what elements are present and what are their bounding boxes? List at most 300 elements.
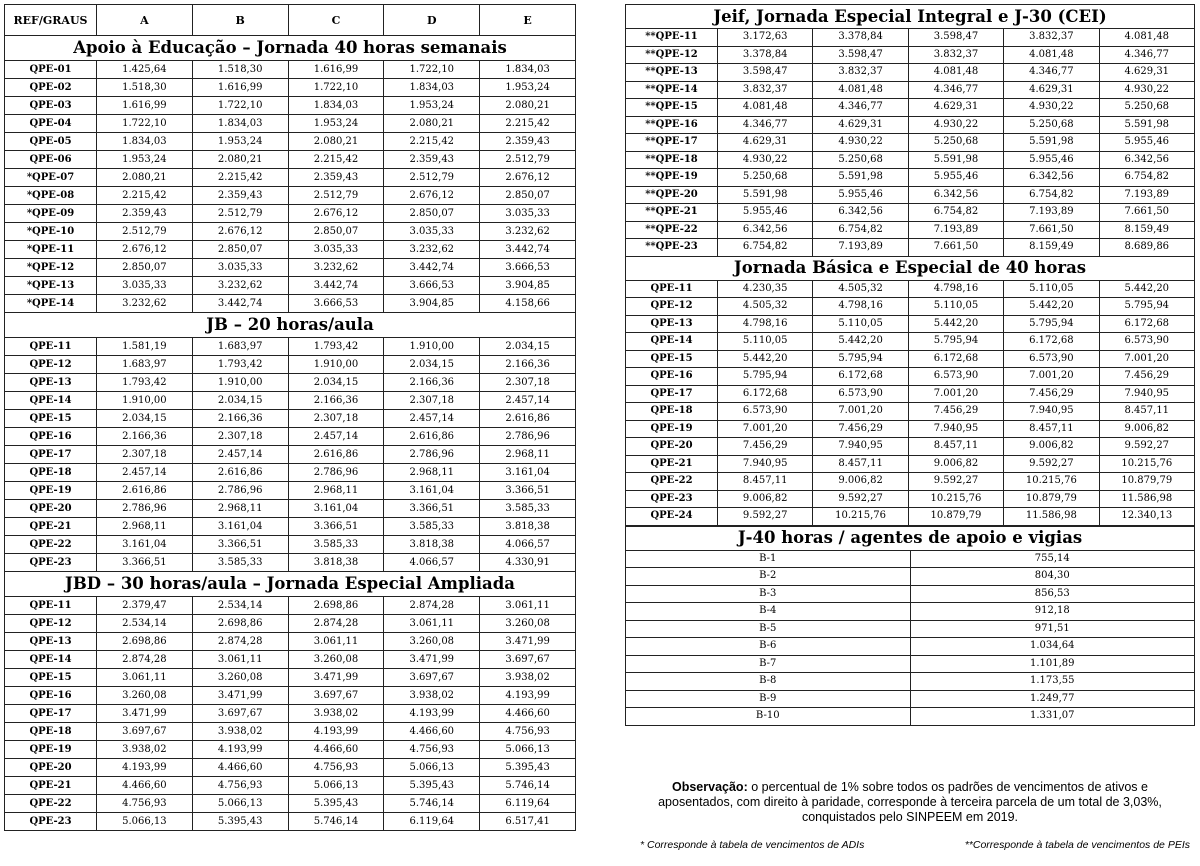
value-cell: 2.215,42: [384, 133, 480, 151]
ref-cell: QPE-18: [626, 403, 718, 421]
value-cell: 3.366,51: [288, 518, 384, 536]
ref-cell: *QPE-08: [5, 187, 97, 205]
value-cell: 3.938,02: [480, 669, 576, 687]
value-cell: 1.953,24: [192, 133, 288, 151]
value-cell: 3.035,33: [192, 259, 288, 277]
value-cell: 3.585,33: [384, 518, 480, 536]
value-cell: 4.756,93: [480, 723, 576, 741]
table-row: [5, 410, 576, 428]
value-cell: 4.193,99: [384, 705, 480, 723]
value-cell: 6.754,82: [908, 204, 1003, 222]
ref-cell: QPE-12: [5, 615, 97, 633]
value-cell: 3.904,85: [480, 277, 576, 295]
table-row: [5, 97, 576, 115]
value-cell: 1.616,99: [288, 61, 384, 79]
ref-cell: B-4: [626, 603, 911, 621]
value-cell: 2.850,07: [384, 205, 480, 223]
value-cell: 2.874,28: [192, 633, 288, 651]
value-cell: 5.442,20: [813, 333, 908, 351]
table-row: [626, 673, 1195, 691]
ref-cell: *QPE-10: [5, 223, 97, 241]
value-cell: 4.629,31: [908, 99, 1003, 117]
table-row: [5, 295, 576, 313]
observation-text: o percentual de 1% sobre todos os padrões de vencimentos de ativos e aposentados, com direito à paridade, corresponde à terceira parcela de um total de 3,03%, conquistados pelo SINPEEM em 2019.: [658, 780, 1162, 824]
value-cell: 6.119,64: [480, 795, 576, 813]
value-cell: 3.471,99: [288, 669, 384, 687]
ref-cell: QPE-17: [5, 446, 97, 464]
section-title-row: [626, 256, 1195, 280]
value-cell: 5.442,20: [718, 350, 813, 368]
value-cell: 7.001,20: [1099, 350, 1194, 368]
value-cell: 2.080,21: [97, 169, 193, 187]
ref-cell: QPE-06: [5, 151, 97, 169]
value-cell: 5.066,13: [480, 741, 576, 759]
header-col-b: B: [192, 5, 288, 36]
ref-cell: **QPE-20: [626, 186, 718, 204]
value-cell: 2.080,21: [192, 151, 288, 169]
ref-cell: *QPE-12: [5, 259, 97, 277]
value-cell: 2.307,18: [288, 410, 384, 428]
table-row: [5, 669, 576, 687]
table-row: [5, 795, 576, 813]
value-cell: 6.573,90: [1004, 350, 1099, 368]
value-cell: 1.518,30: [97, 79, 193, 97]
ref-cell: B-2: [626, 568, 911, 586]
value-cell: 3.697,67: [384, 669, 480, 687]
value-cell: 2.676,12: [192, 223, 288, 241]
value-cell: 2.968,11: [480, 446, 576, 464]
value-cell: 5.395,43: [192, 813, 288, 831]
value-cell: 3.260,08: [480, 615, 576, 633]
ref-cell: *QPE-14: [5, 295, 97, 313]
value-cell: 8.457,11: [813, 455, 908, 473]
value-cell: 3.061,11: [384, 615, 480, 633]
table-row: [5, 536, 576, 554]
value-cell: 1.683,97: [192, 338, 288, 356]
section-title-row: [5, 313, 576, 338]
ref-cell: B-3: [626, 585, 911, 603]
value-cell: 5.066,13: [384, 759, 480, 777]
table-row: [626, 315, 1195, 333]
value-cell: 3.818,38: [384, 536, 480, 554]
value-cell: 3.938,02: [97, 741, 193, 759]
table-row: [626, 385, 1195, 403]
section-title: Jornada Básica e Especial de 40 horas: [626, 256, 1195, 280]
value-cell: 4.798,16: [908, 280, 1003, 298]
value-cell: 804,30: [910, 568, 1195, 586]
value-cell: 2.616,86: [192, 464, 288, 482]
table-header-row: [5, 5, 576, 36]
section-title: JB – 20 horas/aula: [5, 313, 576, 338]
value-cell: 9.006,82: [813, 473, 908, 491]
footnote-peis: **Corresponde à tabela de vencimentos de PEIs: [964, 839, 1190, 851]
ref-cell: B-7: [626, 655, 911, 673]
section-title-row: [5, 572, 576, 597]
value-cell: 3.366,51: [97, 554, 193, 572]
table-row: [5, 464, 576, 482]
value-cell: 6.172,68: [908, 350, 1003, 368]
ref-cell: **QPE-18: [626, 151, 718, 169]
value-cell: 1.910,00: [192, 374, 288, 392]
value-cell: 4.466,60: [480, 705, 576, 723]
value-cell: 5.746,14: [384, 795, 480, 813]
value-cell: 4.346,77: [908, 81, 1003, 99]
value-cell: 6.342,56: [718, 221, 813, 239]
value-cell: 2.080,21: [480, 97, 576, 115]
ref-cell: **QPE-12: [626, 46, 718, 64]
value-cell: 5.442,20: [1004, 298, 1099, 316]
value-cell: 1.616,99: [97, 97, 193, 115]
value-cell: 2.874,28: [288, 615, 384, 633]
value-cell: 5.250,68: [718, 169, 813, 187]
value-cell: 5.066,13: [192, 795, 288, 813]
value-cell: 3.471,99: [192, 687, 288, 705]
value-cell: 2.786,96: [97, 500, 193, 518]
table-row: [5, 518, 576, 536]
right-salary-table-panel: [625, 4, 1195, 726]
ref-cell: *QPE-13: [5, 277, 97, 295]
value-cell: 4.930,22: [1099, 81, 1194, 99]
value-cell: 8.689,86: [1099, 239, 1194, 257]
value-cell: 1.793,42: [97, 374, 193, 392]
value-cell: 6.573,90: [718, 403, 813, 421]
value-cell: 2.034,15: [480, 338, 576, 356]
value-cell: 2.512,79: [288, 187, 384, 205]
ref-cell: **QPE-14: [626, 81, 718, 99]
value-cell: 4.081,48: [718, 99, 813, 117]
value-cell: 3.666,53: [480, 259, 576, 277]
value-cell: 5.795,94: [1099, 298, 1194, 316]
value-cell: 3.061,11: [288, 633, 384, 651]
value-cell: 2.786,96: [480, 428, 576, 446]
value-cell: 1.101,89: [910, 655, 1195, 673]
table-row: [5, 777, 576, 795]
table-row: [5, 151, 576, 169]
ref-cell: QPE-11: [5, 597, 97, 615]
value-cell: 2.676,12: [480, 169, 576, 187]
value-cell: 4.629,31: [1004, 81, 1099, 99]
table-row: [5, 241, 576, 259]
value-cell: 3.666,53: [288, 295, 384, 313]
value-cell: 10.215,76: [908, 490, 1003, 508]
value-cell: 4.756,93: [97, 795, 193, 813]
ref-cell: QPE-23: [626, 490, 718, 508]
value-cell: 7.001,20: [908, 385, 1003, 403]
table-row: [626, 403, 1195, 421]
value-cell: 2.034,15: [97, 410, 193, 428]
value-cell: 2.534,14: [192, 597, 288, 615]
value-cell: 7.001,20: [1004, 368, 1099, 386]
value-cell: 6.573,90: [813, 385, 908, 403]
value-cell: 10.215,76: [813, 508, 908, 526]
table-row: [626, 169, 1195, 187]
table-row: [5, 705, 576, 723]
value-cell: 8.457,11: [718, 473, 813, 491]
ref-cell: QPE-19: [5, 741, 97, 759]
table-row: [626, 239, 1195, 257]
value-cell: 4.081,48: [908, 64, 1003, 82]
ref-cell: **QPE-17: [626, 134, 718, 152]
table-row: [5, 133, 576, 151]
ref-cell: *QPE-07: [5, 169, 97, 187]
ref-cell: QPE-20: [5, 759, 97, 777]
ref-cell: QPE-11: [626, 280, 718, 298]
value-cell: 2.616,86: [384, 428, 480, 446]
value-cell: 4.505,32: [718, 298, 813, 316]
value-cell: 4.798,16: [718, 315, 813, 333]
table-row: [626, 708, 1195, 726]
value-cell: 4.193,99: [97, 759, 193, 777]
ref-cell: B-8: [626, 673, 911, 691]
value-cell: 6.517,41: [480, 813, 576, 831]
table-row: [5, 723, 576, 741]
value-cell: 6.342,56: [1004, 169, 1099, 187]
value-cell: 4.346,77: [718, 116, 813, 134]
value-cell: 5.066,13: [97, 813, 193, 831]
value-cell: 5.250,68: [813, 151, 908, 169]
table-row: [626, 29, 1195, 47]
value-cell: 3.061,11: [480, 597, 576, 615]
value-cell: 2.968,11: [97, 518, 193, 536]
value-cell: 5.795,94: [1004, 315, 1099, 333]
value-cell: 9.592,27: [813, 490, 908, 508]
value-cell: 10.215,76: [1099, 455, 1194, 473]
value-cell: 4.346,77: [813, 99, 908, 117]
table-row: [5, 500, 576, 518]
value-cell: 2.874,28: [384, 597, 480, 615]
table-row: [5, 446, 576, 464]
value-cell: 5.591,98: [1099, 116, 1194, 134]
value-cell: 3.585,33: [288, 536, 384, 554]
value-cell: 3.832,37: [718, 81, 813, 99]
value-cell: 3.035,33: [288, 241, 384, 259]
value-cell: 2.457,14: [480, 392, 576, 410]
ref-cell: **QPE-15: [626, 99, 718, 117]
value-cell: 7.193,89: [813, 239, 908, 257]
header-col-c: C: [288, 5, 384, 36]
value-cell: 4.193,99: [480, 687, 576, 705]
value-cell: 2.616,86: [97, 482, 193, 500]
value-cell: 856,53: [910, 585, 1195, 603]
table-row: [626, 298, 1195, 316]
right-salary-table: [625, 4, 1195, 526]
ref-cell: QPE-21: [5, 518, 97, 536]
value-cell: 1.834,03: [192, 115, 288, 133]
value-cell: 5.591,98: [718, 186, 813, 204]
ref-cell: QPE-21: [626, 455, 718, 473]
table-row: [5, 597, 576, 615]
value-cell: 2.850,07: [192, 241, 288, 259]
ref-cell: QPE-18: [5, 464, 97, 482]
value-cell: 1.722,10: [384, 61, 480, 79]
value-cell: 3.818,38: [288, 554, 384, 572]
value-cell: 5.955,46: [1004, 151, 1099, 169]
table-row: [626, 655, 1195, 673]
value-cell: 10.879,79: [1099, 473, 1194, 491]
ref-cell: QPE-12: [626, 298, 718, 316]
observation-label: Observação:: [672, 780, 748, 794]
value-cell: 3.260,08: [384, 633, 480, 651]
value-cell: 7.001,20: [813, 403, 908, 421]
value-cell: 2.034,15: [192, 392, 288, 410]
table-row: [5, 79, 576, 97]
value-cell: 6.172,68: [813, 368, 908, 386]
value-cell: 3.161,04: [288, 500, 384, 518]
value-cell: 6.754,82: [718, 239, 813, 257]
ref-cell: QPE-22: [5, 795, 97, 813]
table-row: [626, 99, 1195, 117]
ref-cell: QPE-24: [626, 508, 718, 526]
value-cell: 7.940,95: [718, 455, 813, 473]
value-cell: 6.172,68: [718, 385, 813, 403]
value-cell: 2.850,07: [97, 259, 193, 277]
value-cell: 2.850,07: [288, 223, 384, 241]
ref-cell: QPE-14: [5, 651, 97, 669]
value-cell: 5.955,46: [1099, 134, 1194, 152]
value-cell: 1.722,10: [288, 79, 384, 97]
value-cell: 1.953,24: [288, 115, 384, 133]
value-cell: 2.307,18: [97, 446, 193, 464]
value-cell: 3.161,04: [97, 536, 193, 554]
value-cell: 2.359,43: [480, 133, 576, 151]
value-cell: 3.378,84: [718, 46, 813, 64]
value-cell: 3.161,04: [192, 518, 288, 536]
value-cell: 2.512,79: [384, 169, 480, 187]
value-cell: 5.795,94: [718, 368, 813, 386]
value-cell: 3.232,62: [288, 259, 384, 277]
value-cell: 9.006,82: [1004, 438, 1099, 456]
value-cell: 4.756,93: [288, 759, 384, 777]
value-cell: 3.598,47: [813, 46, 908, 64]
value-cell: 3.035,33: [480, 205, 576, 223]
value-cell: 7.661,50: [1004, 221, 1099, 239]
value-cell: 3.061,11: [192, 651, 288, 669]
value-cell: 4.930,22: [718, 151, 813, 169]
value-cell: 2.676,12: [288, 205, 384, 223]
ref-cell: QPE-21: [5, 777, 97, 795]
value-cell: 5.591,98: [813, 169, 908, 187]
value-cell: 5.395,43: [480, 759, 576, 777]
value-cell: 4.629,31: [718, 134, 813, 152]
table-row: [626, 280, 1195, 298]
value-cell: 2.616,86: [480, 410, 576, 428]
value-cell: 5.442,20: [1099, 280, 1194, 298]
ref-cell: **QPE-19: [626, 169, 718, 187]
value-cell: 2.080,21: [288, 133, 384, 151]
value-cell: 7.456,29: [1099, 368, 1194, 386]
value-cell: 1.834,03: [384, 79, 480, 97]
table-row: [626, 455, 1195, 473]
value-cell: 7.661,50: [908, 239, 1003, 257]
value-cell: 6.573,90: [1099, 333, 1194, 351]
value-cell: 3.697,67: [97, 723, 193, 741]
value-cell: 12.340,13: [1099, 508, 1194, 526]
table-row: [5, 813, 576, 831]
table-row: [5, 356, 576, 374]
value-cell: 3.585,33: [480, 500, 576, 518]
table-row: [626, 473, 1195, 491]
ref-cell: B-9: [626, 690, 911, 708]
value-cell: 2.215,42: [97, 187, 193, 205]
ref-cell: QPE-17: [5, 705, 97, 723]
value-cell: 5.110,05: [813, 315, 908, 333]
value-cell: 1.722,10: [192, 97, 288, 115]
ref-cell: QPE-18: [5, 723, 97, 741]
table-row: [626, 204, 1195, 222]
value-cell: 7.940,95: [908, 420, 1003, 438]
value-cell: 2.359,43: [384, 151, 480, 169]
value-cell: 7.456,29: [1004, 385, 1099, 403]
value-cell: 3.366,51: [384, 500, 480, 518]
ref-cell: QPE-15: [626, 350, 718, 368]
table-row: [626, 221, 1195, 239]
table-row: [626, 81, 1195, 99]
value-cell: 2.166,36: [288, 392, 384, 410]
value-cell: 2.359,43: [288, 169, 384, 187]
ref-cell: QPE-13: [5, 633, 97, 651]
value-cell: 2.968,11: [384, 464, 480, 482]
value-cell: 8.159,49: [1004, 239, 1099, 257]
value-cell: 2.698,86: [97, 633, 193, 651]
ref-cell: QPE-01: [5, 61, 97, 79]
value-cell: 1.793,42: [288, 338, 384, 356]
ref-cell: QPE-13: [5, 374, 97, 392]
value-cell: 2.616,86: [288, 446, 384, 464]
value-cell: 6.754,82: [1004, 186, 1099, 204]
ref-cell: QPE-16: [5, 687, 97, 705]
value-cell: 3.938,02: [192, 723, 288, 741]
value-cell: 2.676,12: [384, 187, 480, 205]
value-cell: 3.442,74: [384, 259, 480, 277]
value-cell: 8.457,11: [1004, 420, 1099, 438]
value-cell: 3.666,53: [384, 277, 480, 295]
value-cell: 4.081,48: [1099, 29, 1194, 47]
table-row: [5, 374, 576, 392]
value-cell: 4.066,57: [480, 536, 576, 554]
value-cell: 5.795,94: [908, 333, 1003, 351]
value-cell: 2.457,14: [192, 446, 288, 464]
table-row: [626, 186, 1195, 204]
ref-cell: QPE-16: [5, 428, 97, 446]
table-row: [626, 508, 1195, 526]
value-cell: 1.249,77: [910, 690, 1195, 708]
value-cell: 2.166,36: [97, 428, 193, 446]
value-cell: 5.795,94: [813, 350, 908, 368]
value-cell: 2.166,36: [192, 410, 288, 428]
table-row: [5, 428, 576, 446]
section-title: Apoio à Educação – Jornada 40 horas semanais: [5, 36, 576, 61]
value-cell: 2.786,96: [192, 482, 288, 500]
value-cell: 4.629,31: [813, 116, 908, 134]
value-cell: 3.366,51: [192, 536, 288, 554]
value-cell: 5.955,46: [908, 169, 1003, 187]
value-cell: 2.512,79: [480, 151, 576, 169]
table-row: [5, 554, 576, 572]
value-cell: 1.953,24: [384, 97, 480, 115]
table-row: [5, 223, 576, 241]
value-cell: 2.379,47: [97, 597, 193, 615]
table-row: [5, 61, 576, 79]
table-row: [5, 482, 576, 500]
value-cell: 9.006,82: [1099, 420, 1194, 438]
table-row: [5, 651, 576, 669]
header-col-a: A: [97, 5, 193, 36]
table-row: [626, 638, 1195, 656]
value-cell: 5.250,68: [1099, 99, 1194, 117]
table-row: [5, 759, 576, 777]
value-cell: 3.585,33: [192, 554, 288, 572]
value-cell: 2.968,11: [288, 482, 384, 500]
